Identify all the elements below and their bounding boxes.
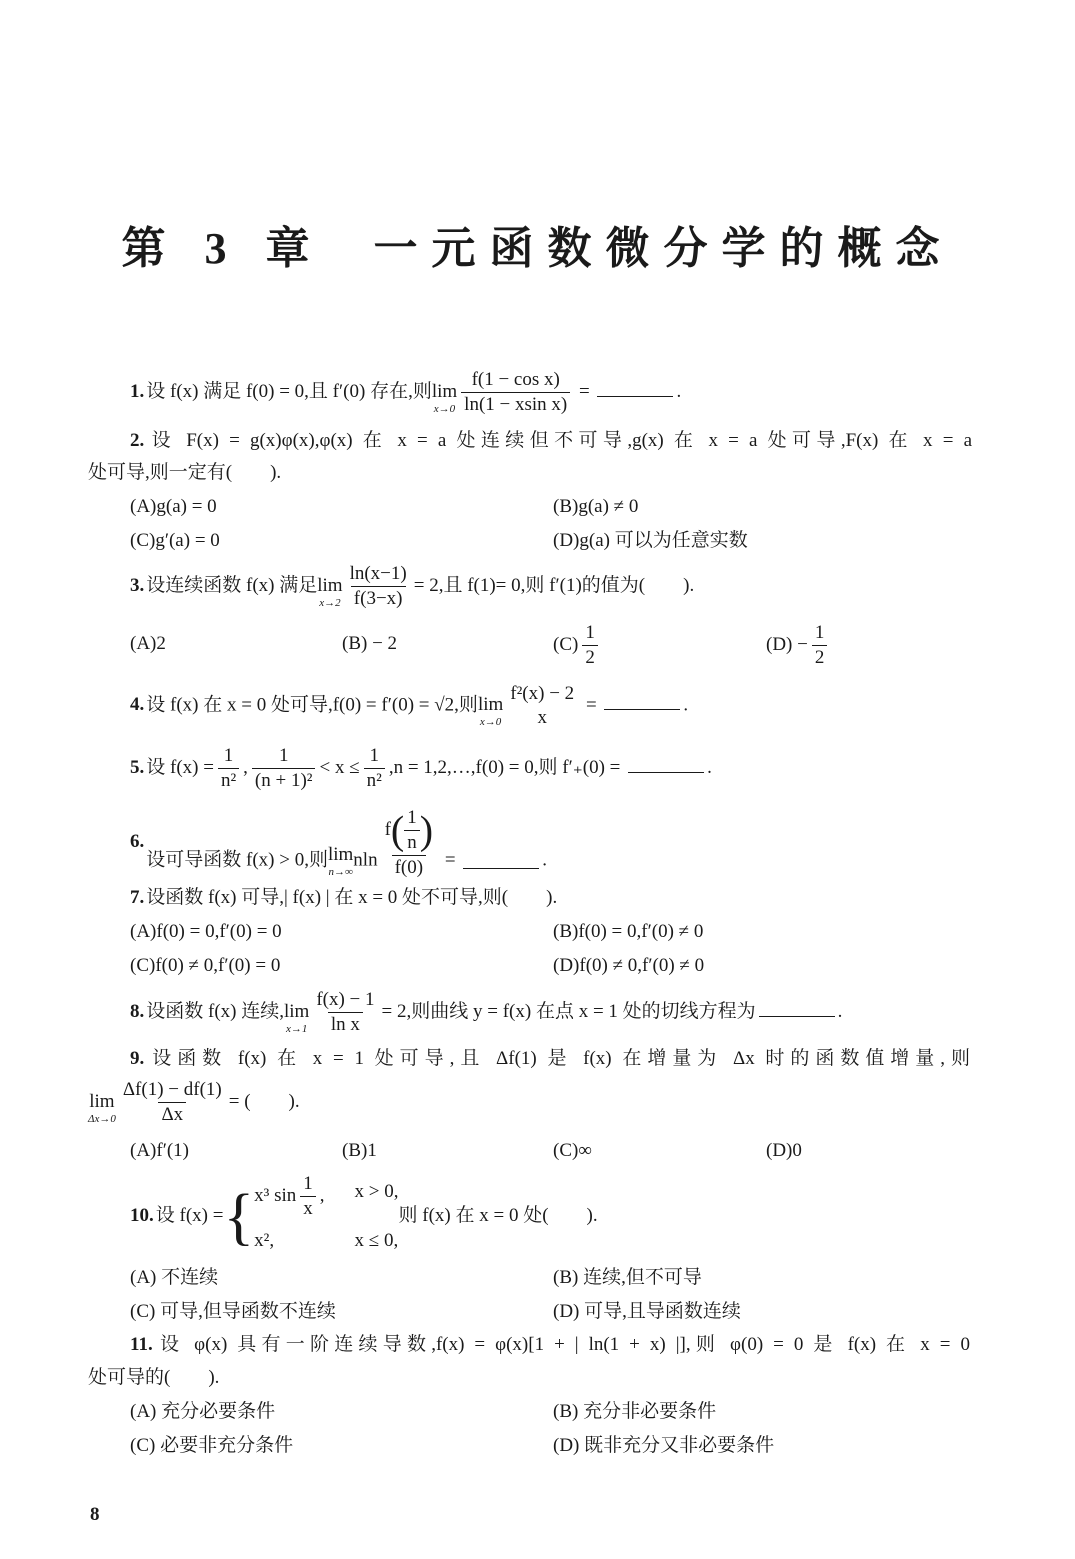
fraction: f( $\frac{1}{n}$ ) f(0) <box>384 807 434 878</box>
page-number: 8 <box>90 1504 100 1525</box>
answer-blank <box>628 754 704 773</box>
option-c: (C)∞ <box>553 1140 592 1161</box>
option-d: (D) − $\frac{1}{2}$ <box>766 621 831 670</box>
question-9-cont: lim Δx→0 $\frac{\Delta f(1) - df(1)}{\Delta x}$ = ( ). <box>88 1079 300 1125</box>
option-c: (C) $\frac{1}{2}$ <box>553 621 602 670</box>
question-11 <box>130 1332 970 1358</box>
option-d: (D) 既非充分又非必要条件 <box>553 1435 775 1456</box>
question-text: 设 f(x) = <box>146 756 214 778</box>
question-3 <box>130 562 694 611</box>
option-b: (B)g(a) ≠ 0 <box>553 496 639 517</box>
fraction: $\frac{\text{f(1 − cos x)}}{\text{ln(1 − xsin x)}}$ <box>461 368 570 417</box>
chapter-title <box>0 212 1075 276</box>
question-number: 1. <box>130 380 145 402</box>
question-number: 2. <box>130 430 145 451</box>
question-text: 设 φ(x) 具有一阶连续导数,f(x) = φ(x)[1 + | ln(1 + x) |],则 φ(0) = 0 是 f(x) 在 x = 0 <box>154 1334 970 1355</box>
limit: lim x→0 <box>431 380 458 415</box>
option-b: (B) 连续,但不可导 <box>553 1267 702 1288</box>
answer-blank <box>759 998 835 1017</box>
answer-blank <box>463 850 539 869</box>
option-b: (B)1 <box>342 1140 377 1161</box>
question-2-cont: 处可导,则一定有( ). <box>88 462 282 483</box>
option-c: (C)f(0) ≠ 0,f′(0) = 0 <box>130 955 281 976</box>
option-c: (C)g′(a) = 0 <box>130 530 220 551</box>
option-d: (D)g(a) 可以为任意实数 <box>553 530 748 551</box>
question-text: 设函数 f(x) 在 x = 1 处可导,且 Δf(1) 是 f(x) 在增量为 Δx 时的函数值增量,则 <box>146 1048 970 1069</box>
question-number: 4. <box>130 694 145 716</box>
period: . <box>676 380 682 402</box>
chapter-name: 一元函数微分学的概念 <box>373 224 954 273</box>
limit: lim x→0 <box>477 694 504 728</box>
question-text: 设函数 f(x) 可导,| f(x) | 在 x = 0 处不可导,则( ). <box>146 887 558 908</box>
question-text-tail: = 2,且 f(1)= 0,则 f′(1)的值为( ). <box>413 574 695 596</box>
fraction: $\frac{\ln(x-1)}{f(3-x)}$ <box>349 563 407 609</box>
fraction: f²(x) − 2 x <box>510 683 575 728</box>
fraction: $\frac{f(x) - 1}{\text{ln x}}$ <box>316 989 375 1035</box>
option-b: (B)f(0) = 0,f′(0) ≠ 0 <box>553 921 704 942</box>
option-d: (D)0 <box>766 1140 802 1161</box>
question-9 <box>130 1046 970 1072</box>
question-1 <box>130 368 681 417</box>
question-5: 5. 设 f(x) = $\frac{1}{\text{n²}}$ , $\frac{1}{\text{(n + 1)²}}$ < x ≤ $\frac{1}{\text{n²}}$ ,n = 1,2,…,f(0) = 0,则 f′₊(0) = . <box>130 745 712 791</box>
question-text: 设 F(x) = g(x)φ(x),φ(x) 在 x = a 处连续但不可导,g(x) 在 x = a 处可导,F(x) 在 x = a <box>146 430 972 451</box>
question-number: 6. <box>130 831 145 853</box>
option-b: (B) − 2 <box>342 633 398 654</box>
option-a: (A)g(a) = 0 <box>130 496 217 517</box>
piecewise-cases: x³ sin $\frac{1}{x}$ , x > 0, x², x ≤ 0, <box>254 1173 399 1251</box>
option-a: (A)f(0) = 0,f′(0) = 0 <box>130 921 282 942</box>
question-text: 设连续函数 f(x) 满足 <box>146 574 318 596</box>
question-number: 5. <box>130 756 145 778</box>
answer-blank <box>597 378 673 397</box>
limit: lim x→1 <box>283 1000 310 1035</box>
question-10: 10. 设 f(x) ={ x³ sin $\frac{1}{x}$ , x > 0, x², x ≤ 0, 则 f(x) 在 x = 0 处( ). <box>130 1172 598 1261</box>
question-8: 8. 设函数 f(x) 连续, lim x→1 $\frac{f(x) - 1}{\text{ln x}}$ = 2,则曲线 y = f(x) 在点 x = 1 处的切线方程为 . <box>130 989 843 1035</box>
question-text: 设 f(x) = <box>155 1204 224 1226</box>
option-c: (C) 可导,但导函数不连续 <box>130 1301 336 1322</box>
chapter-label: 第 3 章 <box>121 224 324 273</box>
question-number: 11. <box>130 1334 153 1355</box>
question-11-cont: 处可导的( ). <box>88 1367 220 1388</box>
option-a: (A) 充分必要条件 <box>130 1401 276 1422</box>
question-4: 4. 设 f(x) 在 x = 0 处可导,f(0) = f′(0) = √2,则 lim x→0 f²(x) − 2 x = . <box>130 683 689 728</box>
question-text: 设函数 f(x) 连续, <box>146 1000 284 1022</box>
question-number: 9. <box>130 1048 145 1069</box>
question-number: 7. <box>130 887 145 908</box>
question-2 <box>130 428 972 454</box>
question-number: 3. <box>130 574 145 596</box>
option-a: (A) 不连续 <box>130 1267 219 1288</box>
question-number: 8. <box>130 1000 145 1022</box>
question-text: 设 f(x) 满足 f(0) = 0,且 f′(0) 存在,则 <box>146 380 432 402</box>
answer-blank <box>604 691 680 710</box>
limit: lim x→2 <box>317 574 343 609</box>
question-text: 设 f(x) 在 x = 0 处可导,f(0) = f′(0) = √2,则 <box>146 694 478 716</box>
question-7 <box>130 885 557 911</box>
option-a: (A)2 <box>130 633 166 654</box>
brace: { <box>223 1180 255 1252</box>
question-6: 6.设可导函数 f(x) > 0,则 lim n→∞ nln f( $\frac{1}{n}$ ) f(0) = . <box>130 807 548 878</box>
option-b: (B) 充分非必要条件 <box>553 1401 717 1422</box>
option-d: (D) 可导,且导函数连续 <box>553 1301 741 1322</box>
equals: = <box>579 380 590 402</box>
limit: lim Δx→0 <box>88 1090 116 1125</box>
question-number: 10. <box>130 1204 154 1226</box>
limit: lim n→∞ <box>327 844 354 878</box>
fraction: $\frac{\Delta f(1) - df(1)}{\Delta x}$ <box>122 1079 222 1125</box>
option-c: (C) 必要非充分条件 <box>130 1435 294 1456</box>
option-a: (A)f′(1) <box>130 1140 190 1161</box>
question-text: 设可导函数 f(x) > 0,则 <box>146 849 328 871</box>
option-d: (D)f(0) ≠ 0,f′(0) ≠ 0 <box>553 955 705 976</box>
